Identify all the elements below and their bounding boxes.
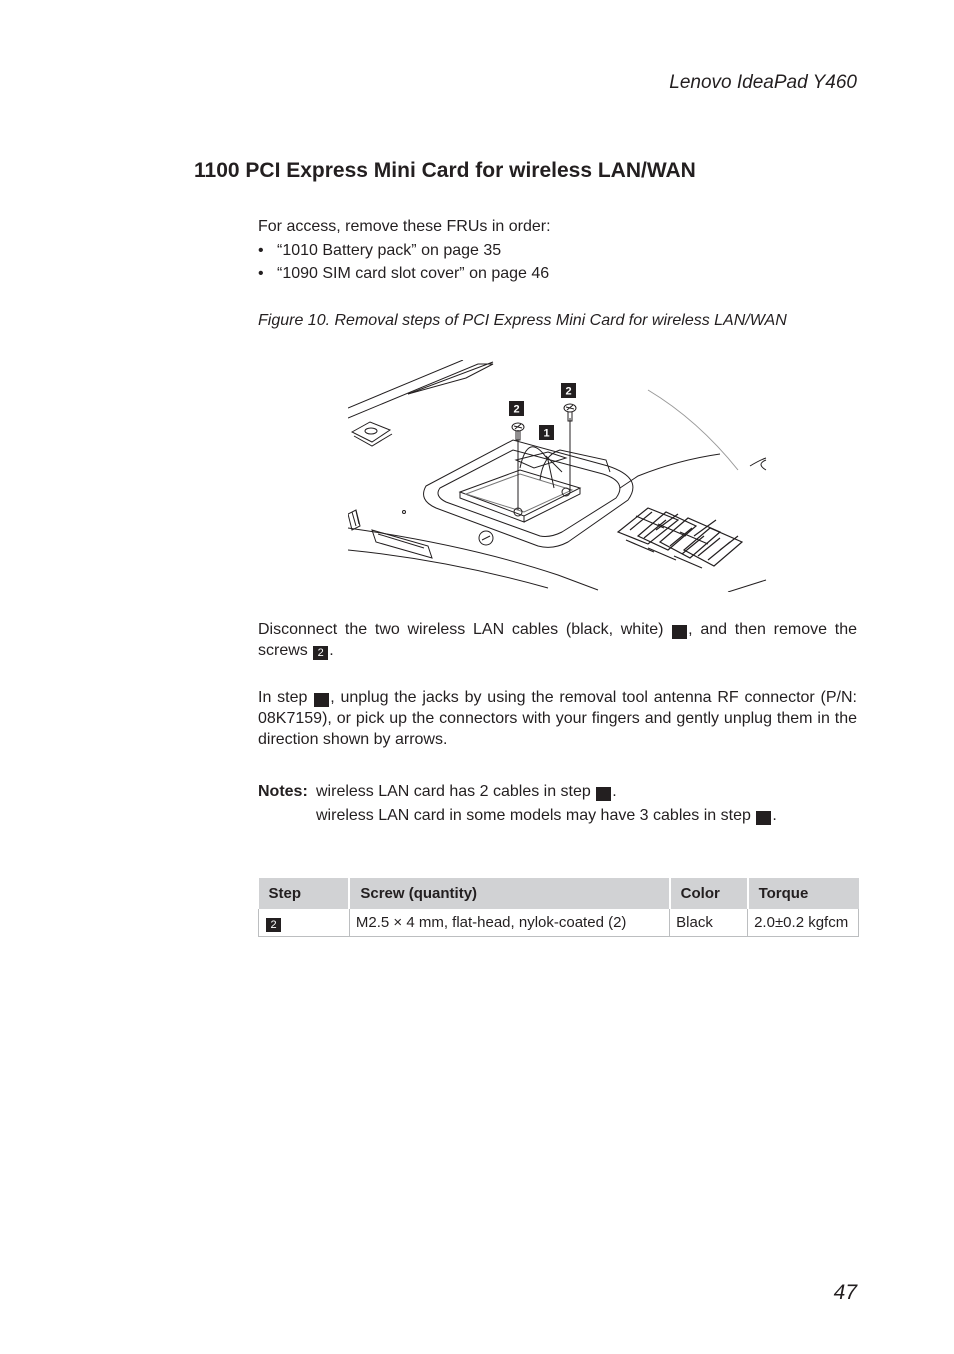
column-header-step: Step [259,878,350,909]
fru-link-sim-cover[interactable]: “1090 SIM card slot cover” on page 46 [277,265,550,282]
note-text: . [772,807,777,824]
bullet-icon: • [258,242,264,259]
paragraph-text: In step [258,689,314,706]
paragraph-text: , and then remove the screws [258,621,857,659]
instruction-paragraph-1 [258,619,857,661]
step-1-marker [596,787,611,801]
running-header: Lenovo IdeaPad Y460 [669,72,857,93]
cell-torque: 2.0±0.2 kgfcm [748,909,859,937]
callout-label: 2 [513,403,520,416]
removal-figure [348,360,768,592]
note-line [258,804,777,828]
step-2-marker: 2 [313,646,328,660]
callout-1 [539,425,554,440]
callout-2b [561,383,576,398]
figure-caption: Figure 10. Removal steps of PCI Express Mini Card for wireless LAN/WAN [258,312,787,329]
note-text: wireless LAN card in some models may have 3 cables in step [316,807,756,824]
column-header-torque: Torque [748,878,859,909]
notes-label: Notes: [258,783,308,800]
notes-block [258,780,777,828]
callout-label: 1 [543,427,550,440]
table-header-row [259,878,859,909]
cell-color: Black [670,909,748,937]
column-header-color: Color [670,878,748,909]
screw-table [258,878,859,937]
note-text: . [612,783,617,800]
bullet-icon: • [258,265,264,282]
cell-screw: M2.5 × 4 mm, flat-head, nylok-coated (2) [349,909,669,937]
vent-grille [618,508,742,568]
list-item [258,241,549,264]
note-line [258,780,777,804]
column-header-screw: Screw (quantity) [349,878,669,909]
callout-2a [509,401,524,416]
table-row [259,909,859,937]
page-number: 47 [833,1281,857,1304]
chassis-edge-lower [348,550,548,588]
instruction-paragraph-2 [258,687,857,750]
list-item [258,264,549,287]
paragraph-text: , unplug the jacks by using the removal tool antenna RF connector (P/N: 08K7159), or pick up the connectors with your fingers and gently unplug them in the direction shown by arrows. [258,689,858,748]
chassis-edge [348,528,598,590]
step-2-marker: 2 [266,918,281,932]
note-text: wireless LAN card has 2 cables in step [316,783,596,800]
fru-list [258,241,549,287]
cell-step [259,909,350,937]
step-1-marker [672,625,687,639]
intro-text: For access, remove these FRUs in order: [258,218,551,235]
step-1-marker [314,693,329,707]
step-1-marker [756,811,771,825]
callout-label: 2 [565,385,572,398]
paragraph-text: . [329,642,334,659]
paragraph-text: Disconnect the two wireless LAN cables (black, white) [258,621,672,638]
fru-link-battery[interactable]: “1010 Battery pack” on page 35 [277,242,502,259]
antenna-cable [540,450,610,480]
section-heading: 1100 PCI Express Mini Card for wireless LAN/WAN [194,159,696,182]
